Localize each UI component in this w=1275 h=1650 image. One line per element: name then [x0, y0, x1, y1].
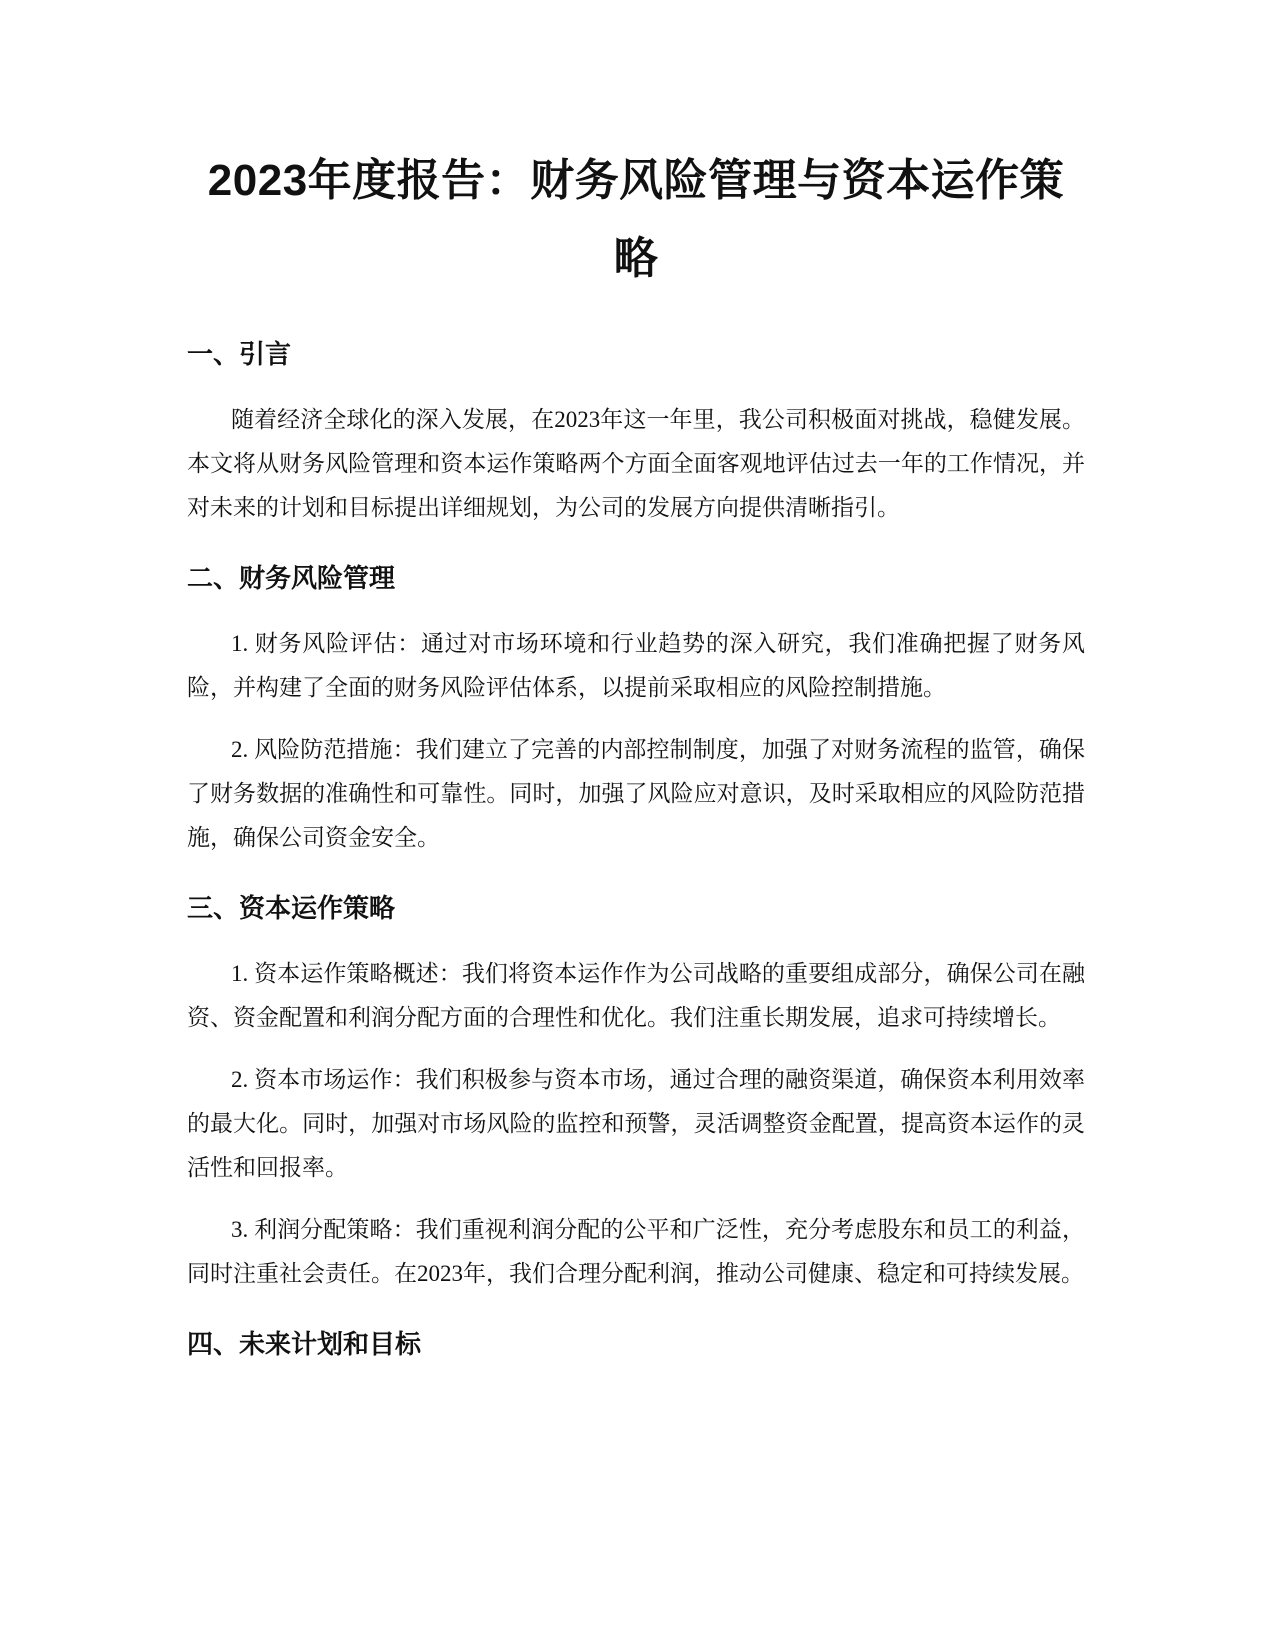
paragraph-risk-prevention: 2. 风险防范措施：我们建立了完善的内部控制制度，加强了对财务流程的监管，确保了财务数据的准确性和可靠性。同时，加强了风险应对意识，及时采取相应的风险防范措施，确保公司资金安全。 [187, 737, 1085, 850]
section-heading-capital-strategy: 三、资本运作策略 [187, 893, 396, 923]
paragraph-profit-distribution: 3. 利润分配策略：我们重视利润分配的公平和广泛性，充分考虑股东和员工的利益，同时注重社会责任。在2023年，我们合理分配利润，推动公司健康、稳定和可持续发展。 [187, 1217, 1085, 1286]
section-heading-future-plans: 四、未来计划和目标 [187, 1329, 422, 1359]
document-title: 2023年度报告：财务风险管理与资本运作策略 [207, 156, 1065, 283]
paragraph-introduction: 随着经济全球化的深入发展，在2023年这一年里，我公司积极面对挑战，稳健发展。本文将从财务风险管理和资本运作策略两个方面全面客观地评估过去一年的工作情况，并对未来的计划和目标提出详细规划，为公司的发展方向提供清晰指引。 [187, 407, 1085, 520]
paragraph-capital-overview: 1. 资本运作策略概述：我们将资本运作作为公司战略的重要组成部分，确保公司在融资、资金配置和利润分配方面的合理性和优化。我们注重长期发展，追求可持续增长。 [187, 961, 1085, 1030]
section-heading-financial-risk: 二、财务风险管理 [187, 563, 396, 593]
section-heading-introduction: 一、引言 [187, 339, 292, 369]
paragraph-risk-assessment: 1. 财务风险评估：通过对市场环境和行业趋势的深入研究，我们准确把握了财务风险，并构建了全面的财务风险评估体系，以提前采取相应的风险控制措施。 [187, 631, 1085, 700]
document-body [187, 142, 1085, 1364]
paragraph-capital-market: 2. 资本市场运作：我们积极参与资本市场，通过合理的融资渠道，确保资本利用效率的最大化。同时，加强对市场风险的监控和预警，灵活调整资金配置，提高资本运作的灵活性和回报率。 [187, 1067, 1085, 1180]
